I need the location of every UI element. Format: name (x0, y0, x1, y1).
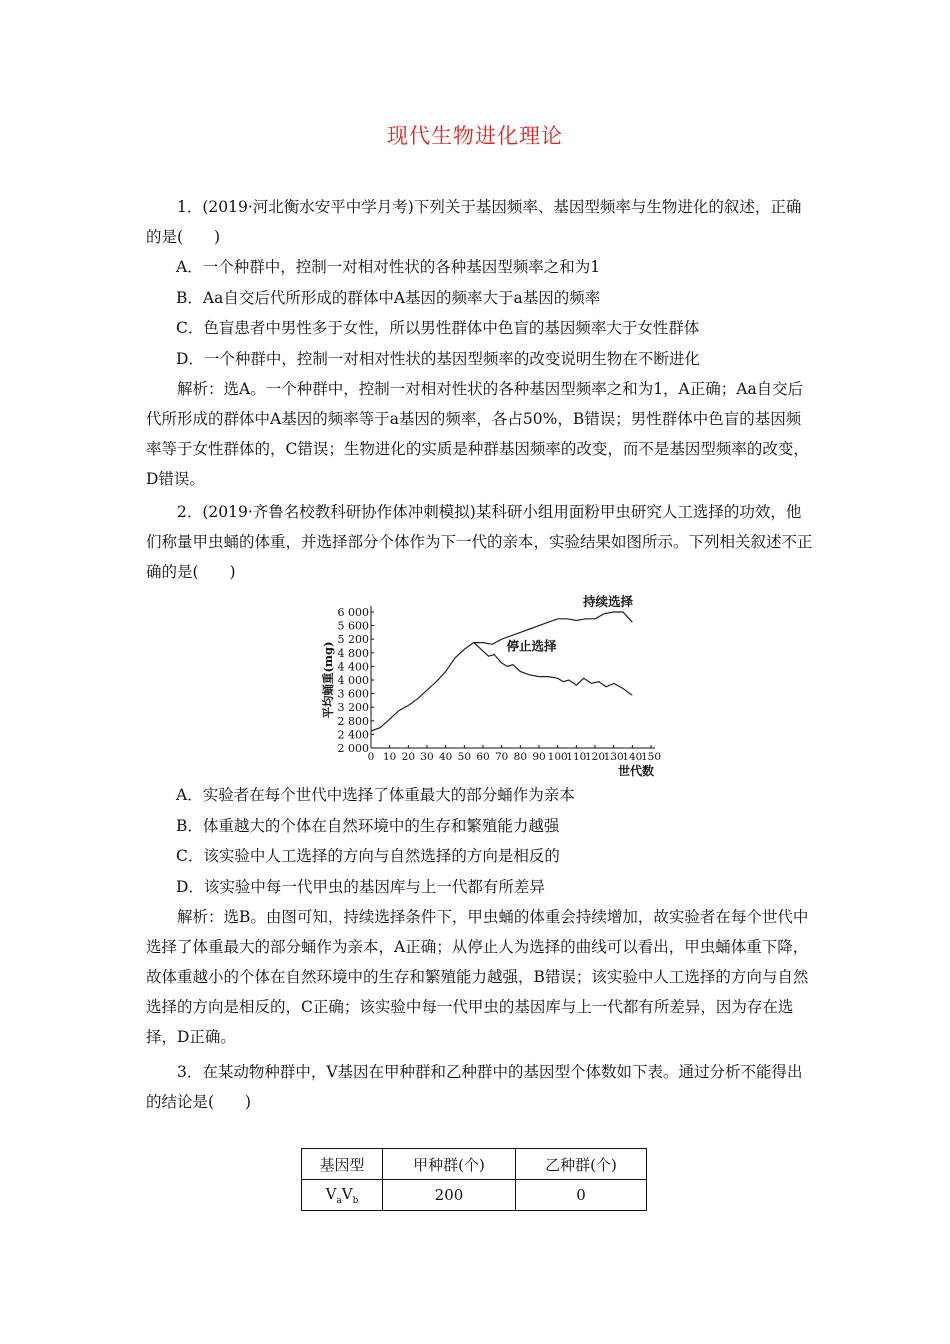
y-tick-label: 4 400 (337, 660, 369, 674)
question-1-option-b: B．Aa自交后代所形成的群体中A基因的频率大于a基因的频率 (176, 288, 601, 307)
series-line-1 (371, 612, 632, 731)
x-tick-label: 10 (382, 751, 397, 763)
x-tick-label: 90 (532, 751, 546, 763)
table-header: 基因型 (302, 1149, 383, 1180)
x-tick-label: 70 (494, 751, 509, 763)
question-2-stem: 2．(2019·齐鲁名校教科研协作体冲刺模拟)某科研小组用面粉甲虫研究人工选择的功效，他们称量甲虫蛹的体重，并选择部分个体作为下一代的亲本，实验结果如图所示。下列相关叙述不正确的是( ) (146, 503, 813, 581)
y-tick-label: 4 800 (337, 646, 369, 660)
x-tick-label: 30 (420, 751, 434, 763)
table-row (302, 1180, 647, 1211)
y-tick-label: 3 600 (337, 687, 369, 701)
question-2-solution: 解析：选B。由图可知，持续选择条件下，甲虫蛹的体重会持续增加，故实验者在每个世代中选择了体重最大的部分蛹作为亲本，A正确；从停止人为选择的曲线可以看出，甲虫蛹体重下降，故体重越小的个体在自然环境中的生存和繁殖能力越强，B错误；该实验中人工选择的方向与自然选择的方向是相反的，C正确；该实验中每一代甲虫的基因库与上一代都有所差异，因为存在选择，D正确。 (146, 908, 809, 1046)
question-3 (146, 1057, 816, 1117)
y-tick-label: 6 000 (337, 606, 369, 619)
question-2-body (146, 780, 816, 1052)
x-tick-label: 110 (566, 751, 587, 763)
question-1-solution: 解析：选A。一个种群中，控制一对相对性状的各种基因型频率之和为1，A正确；Aa自交后代所形成的群体中A基因的频率等于a基因的频率，各占50%，B错误；男性群体中色盲的基因频率等于女性群体的，C错误；生物进化的实质是种群基因频率的改变，而不是基因型频率的改变，D错误。 (146, 380, 809, 488)
question-2-option-c: C．该实验中人工选择的方向与自然选择的方向是相反的 (176, 847, 560, 865)
question-2-option-a: A．实验者在每个世代中选择了体重最大的部分蛹作为亲本 (176, 786, 575, 804)
table-cell-genotype (302, 1180, 383, 1211)
y-tick-label: 2 000 (337, 742, 369, 755)
x-tick-label: 130 (603, 751, 624, 763)
table-cell: 0 (516, 1180, 647, 1211)
y-tick-label: 5 600 (337, 619, 369, 633)
x-tick-label: 150 (640, 751, 662, 763)
table-cell: 200 (383, 1180, 516, 1211)
x-tick-label: 0 (367, 751, 375, 763)
question-2-option-d: D．该实验中每一代甲虫的基因库与上一代都有所差异 (176, 877, 545, 896)
legend-continuous-selection: 持续选择 (583, 594, 634, 609)
page-title: 现代生物进化理论 (387, 124, 563, 148)
y-axis-label: 平均蛹重(mg) (321, 641, 335, 719)
question-1-option-a: A．一个种群中，控制一对相对性状的各种基因型频率之和为1 (176, 258, 601, 276)
genotype-table (301, 1148, 647, 1211)
question-3-stem: 3．在某动物种群中，V基因在甲种群和乙种群中的基因型个体数如下表。通过分析不能得出的结论是( ) (146, 1063, 803, 1111)
x-axis-label: 世代数 (618, 764, 655, 778)
x-tick-label: 120 (584, 751, 606, 763)
x-tick-label: 140 (622, 751, 643, 763)
question-2-option-b: B．体重越大的个体在自然环境中的生存和繁殖能力越强 (176, 816, 560, 835)
question-1 (146, 192, 816, 494)
pupa-weight-chart (318, 590, 668, 780)
table-header-row (302, 1149, 647, 1180)
genotype-text: $V_aV_b$ (325, 1184, 359, 1206)
legend-stop-selection: 停止选择 (506, 638, 557, 654)
table-header: 乙种群(个) (516, 1149, 647, 1180)
y-tick-label: 2 400 (337, 728, 369, 742)
x-tick-label: 40 (438, 751, 453, 763)
question-1-option-d: D．一个种群中，控制一对相对性状的基因型频率的改变说明生物在不断进化 (176, 349, 700, 368)
y-tick-label: 4 000 (337, 674, 369, 687)
x-tick-label: 20 (401, 751, 416, 763)
x-tick-label: 60 (476, 751, 490, 763)
question-1-option-c: C．色盲患者中男性多于女性，所以男性群体中色盲的基因频率大于女性群体 (176, 319, 700, 337)
y-tick-label: 3 200 (337, 701, 369, 715)
y-tick-label: 2 800 (337, 714, 369, 728)
question-1-stem: 1．(2019·河北衡水安平中学月考)下列关于基因频率、基因型频率与生物进化的叙述，正确的是( ) (146, 198, 802, 246)
y-tick-label: 5 200 (337, 633, 369, 647)
x-tick-label: 80 (513, 751, 528, 763)
table-header: 甲种群(个) (383, 1149, 516, 1180)
question-2 (146, 497, 816, 587)
x-tick-label: 50 (457, 751, 472, 763)
x-tick-label: 100 (547, 751, 568, 763)
